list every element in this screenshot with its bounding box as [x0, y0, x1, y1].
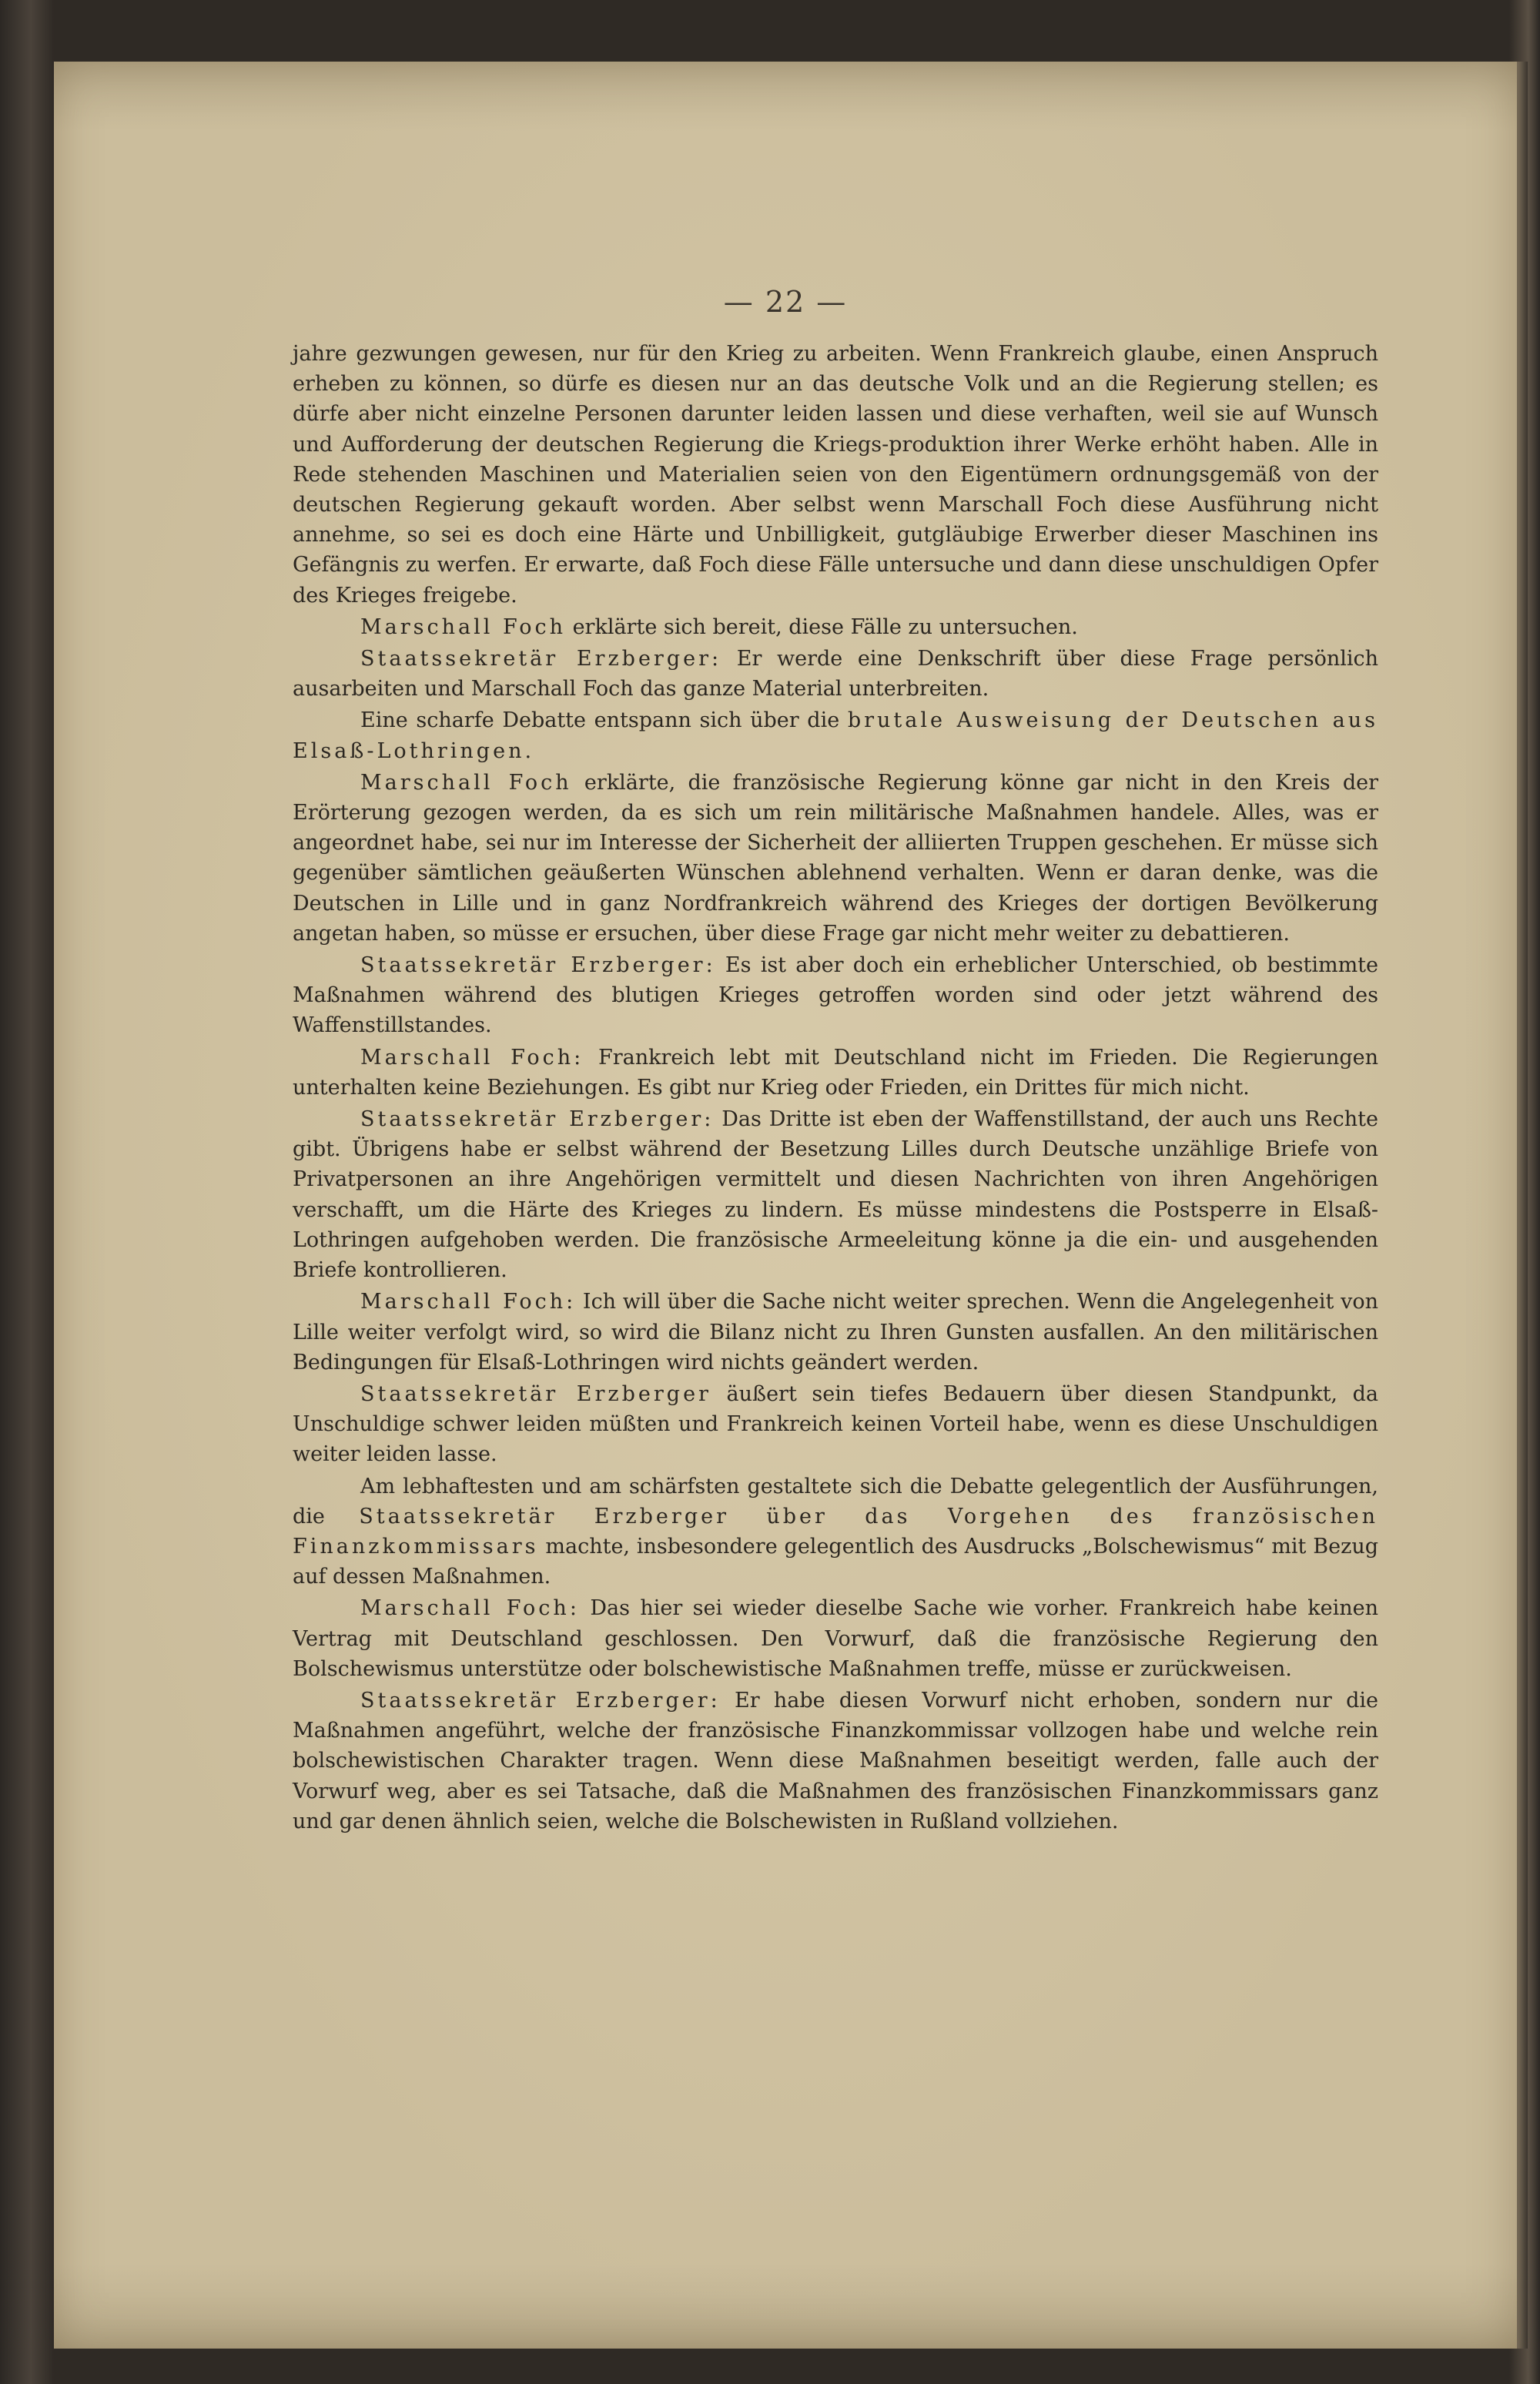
paragraph-3 — [293, 644, 1378, 704]
speaker-name: Staatssekretär Erzberger: — [360, 1107, 715, 1132]
paragraph-text: Es ist aber doch ein erheblicher Unterschied, ob bestimmte Maßnahmen während des blutigen Krieges getroffen worden sind oder jetzt während des Waffenstillstandes. — [293, 953, 1378, 1038]
paragraph-text: Frankreich lebt mit Deutschland nicht im Frieden. Die Regierungen unterhalten keine Beziehungen. Es gibt nur Krieg oder Frieden, ein Drittes für mich nicht. — [293, 1045, 1378, 1100]
paragraph-text: jahre gezwungen gewesen, nur für den Krieg zu arbeiten. Wenn Frankreich glaube, einen Anspruch erheben zu können, so dürfe es diesen nur an das deutsche Volk und an die Regierung stellen; es dürfe aber nicht einzelne Personen darunter leiden lassen und diese verhaften, weil sie auf Wunsch und Aufforderung der deutschen Regierung die Kriegs-produktion ihrer Werke erhöht haben. Alle in Rede stehenden Maschinen und Materialien seien von den Eigentümern ordnungsgemäß von der deutschen Regierung gekauft worden. Aber selbst wenn Marschall Foch diese Ausführung nicht annehme, so sei es doch eine Härte und Unbilligkeit, gutgläubige Erwerber dieser Maschinen ins Gefängnis zu werfen. Er erwarte, daß Foch diese Fälle untersuche und dann diese unschuldigen Opfer des Krieges freigebe. — [293, 342, 1378, 608]
paragraph-7 — [293, 1043, 1378, 1103]
paragraph-13 — [293, 1686, 1378, 1837]
speaker-name: Marschall Foch: — [360, 1596, 580, 1621]
paragraph-6 — [293, 950, 1378, 1041]
paragraph-10 — [293, 1379, 1378, 1470]
paragraph-text: Das Dritte ist eben der Waffenstillstand, der auch uns Rechte gibt. Übrigens habe er selbst während der Besetzung Lilles durch Deutsche unzählige Briefe von Privatpersonen an ihre Angehörigen vermittelt und diesen Nachrichten von ihren Angehörigen verschafft, um die Härte des Krieges zu lindern. Es müsse mindestens die Postsperre in Elsaß-Lothringen aufgehoben werden. Die französische Armeeleitung könne ja die ein- und ausgehenden Briefe kontrollieren. — [293, 1107, 1379, 1283]
speaker-name: Staatssekretär Erzberger: — [360, 1688, 721, 1713]
paragraph-text: Am lebhaftesten und am schärfsten gestaltete sich die Debatte gelegentlich der Ausführungen, die — [293, 1474, 1378, 1529]
speaker-name: Marschall Foch: — [360, 1045, 584, 1070]
speaker-name: Marschall Foch — [360, 770, 572, 795]
speaker-name: Marschall Foch: — [360, 1290, 577, 1314]
paragraph-1 — [293, 339, 1378, 611]
paragraph-11 — [293, 1472, 1378, 1592]
paragraph-text: erklärte sich bereit, diese Fälle zu untersuchen. — [566, 614, 1078, 639]
page-number: — 22 — — [723, 285, 848, 319]
emphasized-text: Staatssekretär Erzberger über das Vorgehen des französischen Finanzkommissars — [293, 1504, 1379, 1559]
paragraph-8 — [293, 1104, 1378, 1285]
paragraph-text: äußert sein tiefes Bedauern über diesen Standpunkt, da Unschuldige schwer leiden müßten und Frankreich keinen Vorteil habe, wenn es diese Unschuldigen weiter leiden lasse. — [293, 1381, 1378, 1467]
speaker-name: Staatssekretär Erzberger: — [360, 647, 722, 671]
paragraph-text: erklärte, die französische Regierung könne gar nicht in den Kreis der Erörterung gezogen werden, da es sich um rein militärische Maßnahmen handele. Alles, was er angeordnet habe, sei nur im Interesse der Sicherheit der alliierten Truppen geschehen. Er müsse sich gegenüber sämtlichen geäußerten Wünschen ablehnend verhalten. Wenn er daran denke, was die Deutschen in Lille und in ganz Nordfrankreich während des Krieges der dortigen Bevölkerung angetan haben, so müsse er ersuchen, über diese Frage gar nicht mehr weiter zu debattieren. — [293, 770, 1378, 946]
body-text — [293, 339, 1378, 1838]
paragraph-text: Ich will über die Sache nicht weiter sprechen. Wenn die Angelegenheit von Lille weiter verfolgt wird, so wird die Bilanz nicht zu Ihren Gunsten ausfallen. An den militärischen Bedingungen für Elsaß-Lothringen wird nichts geändert werden. — [293, 1290, 1378, 1374]
paragraph-text: Das hier sei wieder dieselbe Sache wie vorher. Frankreich habe keinen Vertrag mit Deutschland geschlossen. Den Vorwurf, daß die französische Regierung den Bolschewismus unterstütze oder bolschewistische Maßnahmen treffe, müsse er zurückweisen. — [293, 1596, 1378, 1681]
paragraph-2 — [293, 612, 1378, 642]
paragraph-5 — [293, 768, 1378, 949]
paragraph-tail: machte, insbesondere gelegentlich des Ausdrucks „Bolschewismus“ mit Bezug auf dessen Maßnahmen. — [293, 1534, 1378, 1589]
speaker-name: Staatssekretär Erzberger — [360, 1381, 711, 1406]
speaker-name: Staatssekretär Erzberger: — [360, 953, 716, 978]
speaker-name: Marschall Foch — [360, 614, 566, 639]
paragraph-text: Er werde eine Denkschrift über diese Frage persönlich ausarbeiten und Marschall Foch das ganze Material unterbreiten. — [293, 647, 1378, 701]
emphasized-text: brutale Ausweisung der Deutschen aus Elsaß-Lothringen. — [293, 708, 1378, 763]
paragraph-12 — [293, 1593, 1378, 1684]
paragraph-text: Eine scharfe Debatte entspann sich über die — [360, 708, 848, 733]
paragraph-4 — [293, 705, 1378, 765]
paragraph-9 — [293, 1287, 1378, 1378]
paragraph-text: Er habe diesen Vorwurf nicht erhoben, sondern nur die Maßnahmen angeführt, welche der französische Finanzkommissar vollzogen habe und welche rein bolschewistischen Charakter tragen. Wenn diese Maßnahmen beseitigt werden, falle auch der Vorwurf weg, aber es sei Tatsache, daß die Maßnahmen des französischen Finanzkommissars ganz und gar denen ähnlich seien, welche die Bolschewisten in Rußland vollziehen. — [293, 1688, 1378, 1833]
